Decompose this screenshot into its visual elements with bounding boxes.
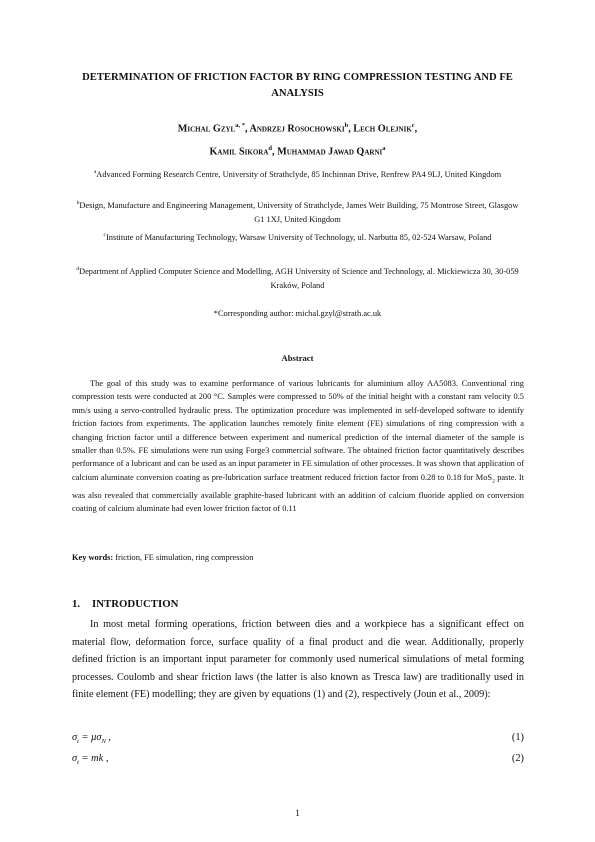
author-affil-mark: b xyxy=(344,122,349,129)
paper-title: DETERMINATION OF FRICTION FACTOR BY RING COMPRESSION TESTING AND FE ANALYSIS xyxy=(82,72,513,99)
author-name: Muhammad Jawad Qarni xyxy=(277,146,383,158)
author-line-2: Kamil Sikora$^d$, Muhammad Jawad Qarni$^a$ xyxy=(209,145,386,158)
affiliation-b: $^b$Design, Manufacture and Engineering Management, University of Strathclyde, James Weir Building, 75 Montrose Street, Glasgow G1 1XJ, United Kingdom xyxy=(76,200,519,224)
abstract-heading: Abstract xyxy=(281,353,314,363)
author-list xyxy=(70,116,525,163)
equation-number: (1) xyxy=(511,732,524,743)
section-title: INTRODUCTION xyxy=(92,598,179,610)
author-affil-mark: a, * xyxy=(235,122,245,129)
affiliation-d: $^d$Department of Applied Computer Science and Modelling, AGH University of Science and Technology, al. Mickiewicza 30, 30-059 Kraków, Poland xyxy=(76,266,519,290)
author-name: Lech Olejnik xyxy=(353,123,412,135)
equation-number: (2) xyxy=(511,753,524,764)
abstract-text: The goal of this study was to examine performance of various lubricants for aluminium alloy AA5083. Conventional ring compression tests were conducted at 200 °C. Samples were compressed to 50% of the initial height with a constant ram velocity 0.5 mm/s using a servo-controlled hydraulic press. The optimization procedure was implemented in self-developed software to identify friction factors from experiments. The application launches remotely finite element (FE) simulations of ring compression with a changing friction factor until a difference between experiment and numerical prediction of the internal diameter of the sample is smaller than 0.5%. FE simulations were run using Forge3 commercial software. The obtained friction factor quantitatively describes performance of a lubricant and can be used as an input parameter in FE simulation of other processes. It was shown that application of calcium aluminate conversion coating as pre-lubrication surface treatment reduced friction factor from 0.28 to 0.18 for MoS$_2$ paste. It was also revealed that commercially available graphite-based lubricant with an addition of calcium fluoride applied on conversion coating of calcium aluminate had even lower friction factor of 0.11 xyxy=(72,379,524,514)
author-affil-mark: a xyxy=(382,145,386,153)
keywords-list: friction, FE simulation, ring compression xyxy=(113,553,254,562)
equation-1: $\sigma_t = \mu\sigma_N$ , (1) xyxy=(72,732,524,746)
author-line-1: Michal Gzyl$^{a, *}$, Andrzej Rosochowski$^b$, Lech Olejnik$^c$, xyxy=(177,122,418,135)
page-number: 1 xyxy=(295,808,300,819)
author-name: Andrzej Rosochowski xyxy=(249,123,345,135)
section-heading xyxy=(72,598,178,610)
author-affil-mark: c xyxy=(411,122,415,129)
keywords-label: Key words: xyxy=(72,553,114,562)
author-name: Michal Gzyl xyxy=(177,123,236,135)
affiliation-c: $^c$Institute of Manufacturing Technology, Warsaw University of Technology, ul. Narbutta 85, 02-524 Warsaw, Poland xyxy=(103,232,492,242)
author-affil-mark: d xyxy=(268,145,273,153)
corresponding-author: *Corresponding author: michal.gzyl@strath.ac.uk xyxy=(213,309,382,318)
affiliation-a: $^a$Advanced Forming Research Centre, University of Strathclyde, 85 Inchinnan Drive, Renfrew PA4 9LJ, United Kingdom xyxy=(93,169,502,179)
keywords xyxy=(72,553,253,562)
equation-2: $\sigma_t$ = mk , (2) xyxy=(72,753,524,767)
intro-paragraph: In most metal forming operations, friction between dies and a workpiece has a significant effect on material flow, deformation force, surface quality of a final product and die wear. Additionally, properly defined friction is an important input parameter for commonly used numerical simulations of metal forming processes. Coulomb and shear friction laws (the latter is also known as Tresca law) are traditionally used in finite element (FE) modelling; they are given by equations (1) and (2), respectively (Joun et al., 2009): xyxy=(72,619,524,701)
author-name: Kamil Sikora xyxy=(209,146,269,158)
section-number: 1. xyxy=(72,598,81,610)
